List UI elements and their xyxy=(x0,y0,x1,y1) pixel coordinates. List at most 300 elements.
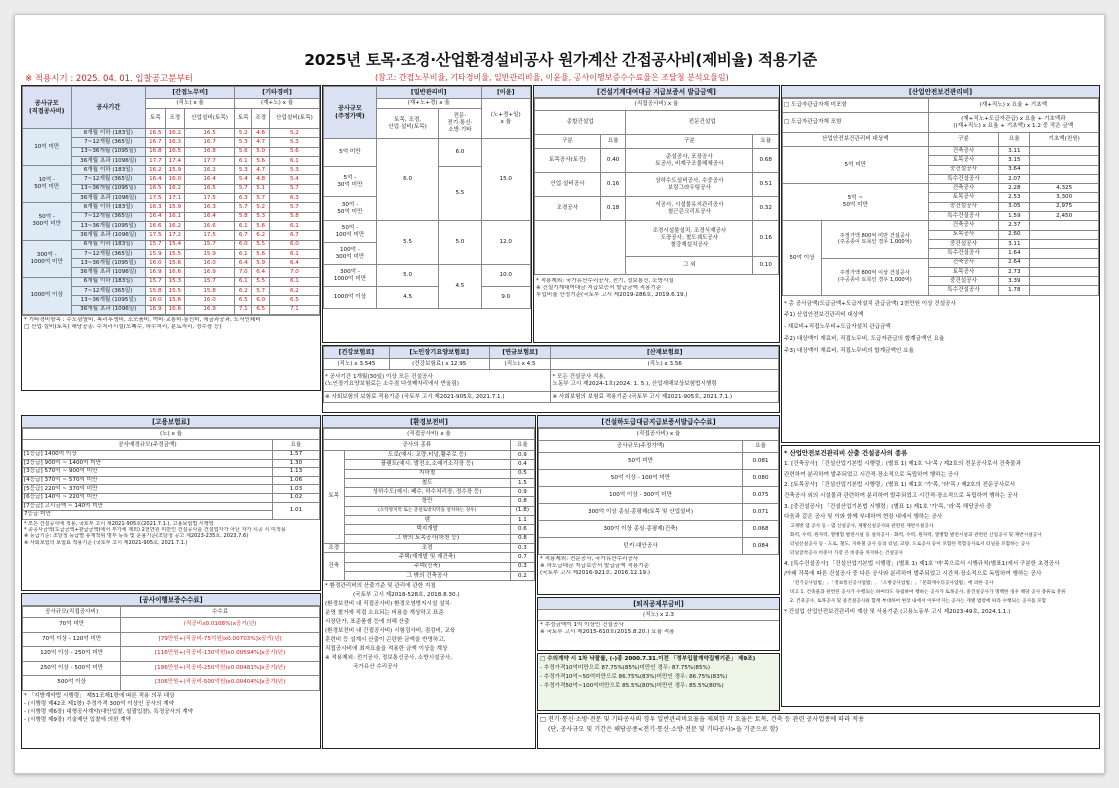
gm-col-2: 전문· 전기·통신· 소방·기타 xyxy=(439,109,481,139)
rate-cell: 6.5 xyxy=(235,296,252,305)
env-group: 조경 xyxy=(324,543,345,552)
pension-formula: (직노) x 4.5 xyxy=(489,359,551,370)
rate-cell: 16.2 xyxy=(165,129,184,138)
rate-cell: 5.8 xyxy=(235,212,252,221)
sub-th: 공사규모(주정가액) xyxy=(539,441,743,453)
kinds-line: 터널굴착공사 비중이 가장 큰 비중을 차지하는 건설공사 xyxy=(790,550,904,556)
safety-base xyxy=(1030,239,1099,248)
ret-header: [퇴직공제부금비] xyxy=(538,598,779,610)
table-row xyxy=(23,676,320,691)
gm-rate-2: 6.0 xyxy=(439,139,481,167)
table-row xyxy=(23,468,320,477)
safety-base xyxy=(1030,147,1099,156)
rate-cell: 5.6 xyxy=(235,147,252,156)
table-row xyxy=(23,440,320,451)
rate-cell: 5.7 xyxy=(252,287,269,296)
env-header: [환경보전비] xyxy=(323,416,535,428)
bond-header: [공사이행보증수수료] xyxy=(22,594,320,606)
kinds-line: /아래 각목에 따른 건설공사 중 다른 공사와 분리하여 발주되었고 시간적·장소적으로 독립하여 행하는 공사 xyxy=(784,571,1042,578)
scale-cell: 300억 - 1000억 미만 xyxy=(23,240,72,277)
gm-rate: 5.5 xyxy=(376,221,438,265)
rate-cell: 16.0 xyxy=(185,296,235,305)
gm-col-1: 토목, 조경, 산업·설비(토목) xyxy=(376,109,438,139)
sub-scale: 300억 이상 종심·종평제(토목 및 산업설비) xyxy=(539,504,743,521)
emp-rate: 1.57 xyxy=(272,451,319,460)
sub-note: (국토부 고시 제2016-921호, 2016.12.19.) xyxy=(540,569,651,576)
rate-cell: 5.3 xyxy=(235,166,252,175)
cm-empty xyxy=(535,221,626,275)
gm-scale-cell: 50억 - 100억 미만 xyxy=(324,221,377,243)
profit-header: [이윤] xyxy=(481,87,530,99)
scale-cell: 10억 미만 xyxy=(23,129,72,166)
rate-cell: 17.5 xyxy=(146,194,165,203)
rate-cell: 5.7 xyxy=(269,203,319,212)
footnote-other-expense: * 기타경비항목 : 수도광열비, 복리후생비, 소모품비, 여비·교통비·통신비, 세금과공과, 도서인쇄비 xyxy=(24,316,261,323)
safety-subgroup: 주정가액 800억 이상 건설공사 (주공종이 토목인 경우 1,000억) xyxy=(821,258,928,295)
rate-cell: 16.5 xyxy=(185,129,235,138)
bond-th: 수수료 xyxy=(121,607,320,618)
employment-notes xyxy=(22,520,320,547)
safety-note: 주1) 산업안전보건관리비 대상액 xyxy=(784,312,864,319)
rate-cell: 7.0 xyxy=(235,268,252,277)
other-formula: (재+노) x 율 xyxy=(235,99,320,109)
rate-cell: 5.1 xyxy=(252,184,269,193)
env-kind: 조경 xyxy=(344,543,510,552)
env-rate: 0.6 xyxy=(510,525,534,534)
emp-grade: [7등급] 고시금액 ~ 140억 미만 xyxy=(23,502,273,511)
safety-kind: 토목공사 xyxy=(928,156,999,165)
table-row xyxy=(23,87,320,99)
table-row xyxy=(783,221,1099,230)
bond-notes xyxy=(22,691,320,725)
gm-rate: 6.0 xyxy=(376,139,438,221)
gm-scale-cell: 300억 - 1000억 미만 xyxy=(324,265,377,287)
machinery-note-3: 투입비율 산정기준(국토부 고시 제2019-286호, 2019.6.19.) xyxy=(536,291,688,298)
table-row xyxy=(23,632,320,647)
rate-cell: 5.6 xyxy=(252,221,269,230)
rate-cell: 16.9 xyxy=(146,305,165,314)
sub-grid xyxy=(538,428,779,555)
table-row xyxy=(324,488,535,497)
rate-cell: 5.3 xyxy=(269,138,319,147)
rate-cell: 16.0 xyxy=(165,175,184,184)
rate-cell: 16.0 xyxy=(146,259,165,268)
env-th: 공사의 종류 xyxy=(324,440,511,451)
rate-cell: 16.5 xyxy=(165,147,184,156)
cm-right-rate: 0.16 xyxy=(753,221,779,257)
safety-kind: 특수건설공사 xyxy=(928,286,999,295)
rate-cell: 15.9 xyxy=(146,249,165,258)
safety-group: 5억 미만 xyxy=(783,147,929,184)
emp-th: 공사예정규모(주정금액) xyxy=(23,440,273,451)
ret-note: ※ 국토부 고시 제2015-610호(2015.8.20.) 요율 적용 xyxy=(540,628,675,635)
safety-subgroup: 주정가액 800억 미만 건설공사 (주공종이 토목인 경우 1,000억) xyxy=(821,221,928,258)
sub-rate: 0.068 xyxy=(743,521,779,538)
table-row xyxy=(324,562,535,571)
rate-cell: 4.8 xyxy=(252,175,269,184)
safety-base xyxy=(1030,267,1099,276)
gm-rate-2: 5.5 xyxy=(439,167,481,221)
rate-cell: 16.6 xyxy=(165,268,184,277)
rate-cell: 7.1 xyxy=(269,305,319,314)
table-row xyxy=(324,497,535,506)
insurance-grid xyxy=(323,346,779,403)
document-page xyxy=(14,14,1105,774)
rate-cell: 16.6 xyxy=(185,221,235,230)
table-row xyxy=(324,571,535,580)
scale-cell: 1000억 이상 xyxy=(23,277,72,314)
bond-note: - (시행령 제9장) 기술제안 입찰에 의한 계약 xyxy=(24,716,132,723)
table-row xyxy=(324,221,531,243)
sub-header: [건설하도급대금지급보증서발급수수료] xyxy=(538,416,779,428)
kinds-line: 화력, 수력, 원자력, 열병합 발전시설 등 설치공사 - 화력, 수력, 원자력, 열병합 발전시설과 관련된 산업공사 및 제반시설공사 xyxy=(790,532,1042,538)
env-rate: 0.3 xyxy=(510,543,534,552)
env-note: 직접공사비에 최저요율을 적용한 금액 이상을 계상 xyxy=(325,645,448,652)
bond-scale: 120억 이상 - 250억 미만 xyxy=(23,647,121,662)
kinds-line: 「전기공사업법」, 「정보통신공사업법」, 「소방공사업법」, 「문화재수리공사업법」에 의한 공사 xyxy=(790,580,994,586)
bond-fee: (직공비x0.0108%)x공기(년) xyxy=(121,618,320,633)
rate-cell: 5.4 xyxy=(235,175,252,184)
ins-note-1: * 공사기간 1개월(30일) 이상 모든 건설공사 xyxy=(325,373,433,380)
emp-grade: [5등급] 220억 ~ 370억 미만 xyxy=(23,485,273,494)
employment-ins-table xyxy=(21,415,321,591)
rate-cell: 6.2 xyxy=(252,231,269,240)
safety-kind: 토목공사 xyxy=(928,230,999,239)
table-row xyxy=(783,113,1099,133)
rate-cell: 15.8 xyxy=(146,287,165,296)
sub-header: 토목 xyxy=(235,109,252,129)
table-row xyxy=(535,111,779,135)
emp-formula: (노) x 율 xyxy=(23,429,320,440)
table-row xyxy=(324,506,535,515)
gm-scale-cell: 5억 미만 xyxy=(324,139,377,167)
bond-fee: [186만원+(직공비-250억원)x0.00481%]x공기(년) xyxy=(121,661,320,676)
cm-right-rate: 0.51 xyxy=(753,173,779,197)
rate-cell: 5.3 xyxy=(269,166,319,175)
rate-cell: 16.6 xyxy=(165,305,184,314)
period-cell: 13~36개월 (1095일) xyxy=(71,296,146,305)
env-kind: 도로(예시: 교량,터널,활주로 등) xyxy=(344,451,510,460)
safety-header: [산업안전보건관리비] xyxy=(782,86,1099,98)
sub-rate: 0.080 xyxy=(743,470,779,487)
safety-rate: 3.05 xyxy=(999,202,1030,211)
emp-rate: 1.03 xyxy=(272,485,319,494)
rate-cell: 5.2 xyxy=(235,129,252,138)
rate-cell: 16.3 xyxy=(146,203,165,212)
table-row xyxy=(539,453,779,470)
kinds-line: 2. 건축공사, 토목공사 및 중건설공사와 함께 부대하여 현장 내에서 이루어지는 공사는 개별 법령에 따라 수행되는 공사를 포함 xyxy=(790,598,1047,604)
cm-right-rate: 0.10 xyxy=(753,257,779,275)
rate-cell: 6.1 xyxy=(235,156,252,165)
gm-formula: (재+노+경) x 율 xyxy=(376,99,481,109)
table-row xyxy=(783,147,1099,156)
cm-left-kind: 토목공사(토건) xyxy=(535,149,601,173)
safety-rate: 1.64 xyxy=(999,249,1030,258)
period-cell: 13~36개월 (1095일) xyxy=(71,259,146,268)
rate-cell: 15.3 xyxy=(165,277,184,286)
page-title: 2025년 토목·조경·산업환경설비공사 원가계산 간접공사비(제비율) 적용기준 xyxy=(304,51,817,69)
rate-cell: 6.2 xyxy=(269,287,319,296)
safety-rate: 3.64 xyxy=(999,165,1030,174)
rate-cell: 5.2 xyxy=(252,203,269,212)
effective-date: ※ 적용시기 : 2025. 04. 01. 입찰공고분부터 xyxy=(25,74,193,84)
env-group: 건축 xyxy=(324,553,345,581)
kinds-line: 3. [중건설공사] 「건설산업기본법 시행령」(별표 1) 제1호 '가'목, '라'목 해당공사 중 xyxy=(784,503,992,510)
safety-kind: 특수건설공사 xyxy=(928,249,999,258)
rate-cell: 15.9 xyxy=(165,203,184,212)
safety-kind: 중건설공사 xyxy=(928,277,999,286)
bond-fee: [116만원+(직공비-130억원)x0.00594%]x공기(년) xyxy=(121,647,320,662)
bottom-note-2: (단, 공사규모 및 기간은 해당공종<전기·통신·소방·전문 및 기타공사>을 기준으로 함) xyxy=(548,725,779,733)
env-notes xyxy=(323,581,535,672)
kinds-line: 1. [건축공사] 「건설산업기본법 시행령」(별표 1) 제1호 '나'목 / 제2호의 전문공사로서 건축물과 xyxy=(784,461,1021,468)
table-row xyxy=(539,470,779,487)
safety-th: 구분 xyxy=(928,133,999,147)
table-row xyxy=(535,197,779,221)
safety-option-1: □ 도급자관급자재 미포함 xyxy=(783,99,929,113)
rate-cell: 15.5 xyxy=(165,287,184,296)
rate-cell: 6.2 xyxy=(235,287,252,296)
rate-cell: 17.7 xyxy=(146,156,165,165)
rate-cell: 16.5 xyxy=(185,184,235,193)
rate-cell: 17.5 xyxy=(185,194,235,203)
table-row xyxy=(23,240,320,249)
env-note: * 환경관리비의 산출기준 및 관리에 관한 지침 xyxy=(325,583,436,590)
env-rate: 0.7 xyxy=(510,553,534,562)
table-row xyxy=(535,135,779,149)
safety-note: 주3) 대상액이 재료비, 직접노무비의 합계금액인 요율 xyxy=(784,347,914,354)
safety-option-2: □ 도급자관급자재 포함 xyxy=(783,113,929,133)
bond-scale: 70억 이상 - 120억 미만 xyxy=(23,632,121,647)
rate-cell: 6.1 xyxy=(235,277,252,286)
ret-formula: (직노) x 2.3 xyxy=(538,610,779,621)
safety-note: * 총 공사금액(도급금액+도급자설치 관급금액) 2천만원 이상 건설공사 xyxy=(784,300,956,307)
table-row xyxy=(23,493,320,502)
sub-th: 요율 xyxy=(743,441,779,453)
rate-cell: 16.9 xyxy=(146,268,165,277)
kinds-line: 비고 1. 건축물과 관련된 공사가 수행되는 하여라도 독립하여 행하는 공사가 토목공사, 중건설공사가 명백한 경우 해당 공사 종류로 분류 xyxy=(790,589,1066,595)
rate-cell: 5.9 xyxy=(252,259,269,268)
sub-scale: 300억 이상 종심·종평제(건축) xyxy=(539,521,743,538)
env-grid xyxy=(323,428,535,581)
sub-rate: 0.071 xyxy=(743,504,779,521)
indirect-labor-grid xyxy=(22,86,320,315)
emp-grade: [3등급] 570억 ~ 900억 미만 xyxy=(23,468,273,477)
safety-base xyxy=(1030,286,1099,295)
cm-left-rate: 0.18 xyxy=(600,197,626,221)
period-cell: 7~12개월 (365일) xyxy=(71,175,146,184)
table-row xyxy=(539,521,779,538)
table-row xyxy=(539,538,779,555)
table-row xyxy=(324,429,535,440)
table-row xyxy=(23,277,320,286)
bid-ratio-row: - 추정가격50억~100억미만으로 85.5%(80%)미만인 경우: 85.5%(80%) xyxy=(540,682,724,689)
table-row xyxy=(23,485,320,494)
safety-kind: 건축공사 xyxy=(928,184,999,193)
ins-source-1: ※ 사회보험의 보험료 적용기준 (국토부 고시 제2021-905호, 2021.7.1.) xyxy=(324,392,551,403)
table-row xyxy=(23,166,320,175)
emp-rate: 1.01 xyxy=(272,502,319,519)
indirect-labor-table xyxy=(21,85,321,391)
bid-ratio-rows xyxy=(540,664,777,691)
sub-note: * 적용제외: 전문공사, 국가유산수리공사 xyxy=(540,556,639,562)
gm-rate: 5.0 xyxy=(376,265,438,287)
period-cell: 6개월 이하 (183일) xyxy=(71,203,146,212)
env-rate: 0.8 xyxy=(510,497,534,506)
rate-cell: 5.7 xyxy=(235,203,252,212)
table-row xyxy=(783,258,1099,267)
emp-rate: 1.13 xyxy=(272,468,319,477)
safety-kind: 중건설공사 xyxy=(928,239,999,248)
insurance-table xyxy=(322,345,780,413)
bottom-note-1: □ 전기·통신·소방·전문 및 기타공사의 경우 일반관리비요율을 제외한 각 요율은 토목, 건축 등 관련 공사업종에 따라 적용 xyxy=(540,716,865,723)
rate-cell: 6.3 xyxy=(269,194,319,203)
cm-right-rate: 0.32 xyxy=(753,197,779,221)
employment-header: [고용보험료] xyxy=(22,416,320,428)
ret-notes xyxy=(538,621,779,637)
rate-cell: 6.7 xyxy=(269,231,319,240)
emp-grade: [6등급] 140억 ~ 220억 미만 xyxy=(23,493,273,502)
safety-notes xyxy=(782,298,1099,359)
kinds-header: * 산업안전보건관리비 산출 건설공사의 종류 xyxy=(784,449,908,457)
safety-base xyxy=(1030,258,1099,267)
accident-ins-formula: (직노) x 3.56 xyxy=(551,359,779,370)
rate-cell: 7.1 xyxy=(235,305,252,314)
table-row xyxy=(783,184,1099,193)
profit-rate: 15.0 xyxy=(481,139,530,221)
sub-note: ※ 하도급대금 지급보증서 발급금액 적용기준 xyxy=(540,562,650,569)
env-kind: 그 밖의 토목공사(하천 등) xyxy=(344,534,510,543)
rate-cell: 16.4 xyxy=(146,175,165,184)
rate-cell: 15.7 xyxy=(185,240,235,249)
rate-cell: 5.0 xyxy=(252,147,269,156)
env-rate: 1.5 xyxy=(510,478,534,487)
rate-cell: 5.5 xyxy=(252,240,269,249)
safety-rate: 1.78 xyxy=(999,286,1030,295)
environment-table xyxy=(322,415,536,749)
rate-cell: 16.7 xyxy=(146,138,165,147)
rate-cell: 5.7 xyxy=(269,184,319,193)
other-header: [기타경비] xyxy=(235,87,320,99)
bond-note: - (시행령 제42조 제1항) 추정가격 300억 이상인 공사의 계약 xyxy=(24,700,175,707)
rate-cell: 17.1 xyxy=(165,194,184,203)
rate-cell: 16.9 xyxy=(185,268,235,277)
indirect-header: [간접노무비] xyxy=(146,87,235,99)
rate-cell: 16.0 xyxy=(185,259,235,268)
scale-cell: 10억 - 50억 미만 xyxy=(23,166,72,203)
rate-cell: 5.3 xyxy=(252,212,269,221)
rate-cell: 16.2 xyxy=(146,166,165,175)
rate-cell: 15.4 xyxy=(165,240,184,249)
table-row xyxy=(324,543,535,552)
env-kind: 철도 xyxy=(344,478,510,487)
bond-th: 공사규모(직접공사비) xyxy=(23,607,121,618)
cm-right-rate: 0.68 xyxy=(753,149,779,173)
employment-grid xyxy=(22,428,320,520)
safety-rate: 3.11 xyxy=(999,239,1030,248)
period-cell: 13~36개월 (1095일) xyxy=(71,147,146,156)
kinds-line: 터널신설공사 등 - 도로, 철도, 지하철 공사 등의 터널, 교량, 도로공사 등이 포함된 복합공사로서 터널을 포함하는 공사 xyxy=(790,541,1030,547)
cm-left-kind: 조경공사 xyxy=(535,197,601,221)
rate-cell: 16.3 xyxy=(185,203,235,212)
table-row xyxy=(324,460,535,469)
env-kind: 댐 xyxy=(344,516,510,525)
period-cell: 13~36개월 (1095일) xyxy=(71,221,146,230)
table-row xyxy=(324,287,531,309)
bond-scale: 250억 이상 - 500억 미만 xyxy=(23,661,121,676)
profit-formula: (노+경+일) x 율 xyxy=(481,99,530,139)
sub-notes xyxy=(538,555,779,578)
ltc-ins-formula: (건강보험료) x 12.95 xyxy=(389,359,489,370)
safety-kind: 건축공사 xyxy=(928,221,999,230)
ins-note-1b: (노인장기요양보험료는 소수점 다섯째자리에서 반올림) xyxy=(325,380,459,387)
safety-formula-2 xyxy=(928,113,1098,133)
cm-right-kind: 준설공사, 포장공사 토공사, 비계구조물해체공사 xyxy=(626,149,753,173)
safety-rate: 3.39 xyxy=(999,277,1030,286)
table-row xyxy=(535,99,779,111)
rate-cell: 16.7 xyxy=(185,138,235,147)
emp-grade: [4등급] 370억 ~ 570억 미만 xyxy=(23,476,273,485)
safety-note: - 재료비+직접노무비+도급자설치 관급금액 xyxy=(784,324,891,331)
rate-cell: 16.5 xyxy=(146,129,165,138)
safety-rate: 3.15 xyxy=(999,156,1030,165)
table-row xyxy=(23,502,320,511)
rate-cell: 15.9 xyxy=(185,249,235,258)
safety-rate: 2.53 xyxy=(999,193,1030,202)
table-row xyxy=(539,504,779,521)
rate-cell: 6.1 xyxy=(235,249,252,258)
safety-kinds-box xyxy=(781,445,1100,707)
env-kind: 항만 xyxy=(344,497,510,506)
rate-cell: 16.8 xyxy=(146,147,165,156)
rate-cell: 5.3 xyxy=(235,138,252,147)
safety-th: 요율 xyxy=(999,133,1030,147)
table-row xyxy=(23,451,320,460)
rate-cell: 16.4 xyxy=(185,212,235,221)
machinery-bond-table xyxy=(533,85,780,343)
env-note: 국가유산 수리공사 xyxy=(353,663,399,670)
ltc-ins-header: [노인장기요양보험료] xyxy=(389,347,489,359)
env-rate: 1.1 xyxy=(510,516,534,525)
table-row xyxy=(23,129,320,138)
env-note: (환경보전비 내 직접공사비) 환경오염방지시설 설치· xyxy=(325,601,452,608)
period-cell: 6개월 이하 (183일) xyxy=(71,277,146,286)
cm-right-kind: 석공사, 시설물유지관리공사 철근콘크리트공사 xyxy=(626,197,753,221)
emp-grade: [1등급] 1400억 이상 xyxy=(23,451,273,460)
sub-scale: 턴키·대안공사 xyxy=(539,538,743,555)
safety-formula-2b: ((재+직노) x 요율 + 기초액) x 1.2 중 작은 금액 xyxy=(953,122,1074,129)
rate-cell: 15.6 xyxy=(165,296,184,305)
bond-note: * 「지방계약법 시행령」 제51조제1항에 따른 적용 의무 대상 xyxy=(24,692,175,699)
cm-col-1: 종합건설업 xyxy=(535,111,626,135)
bid-ratio-row: - 추정가격10억미만으로 87.75%(85%)미만인 경우: 87.75%(85%) xyxy=(540,664,711,671)
sub-scale: 50억 미만 xyxy=(539,453,743,470)
env-rate: 0.3 xyxy=(510,562,534,571)
env-kind: 상하수도(예시: 폐수, 하수처리장, 정수장 등) xyxy=(344,488,510,497)
rate-cell: 6.1 xyxy=(269,249,319,258)
safety-kind: 건축공사 xyxy=(928,147,999,156)
cm-col-2: 전문건설업 xyxy=(626,111,779,135)
rate-cell: 6.1 xyxy=(269,156,319,165)
period-cell: 13~36개월 (1095일) xyxy=(71,184,146,193)
rate-cell: 16.3 xyxy=(165,138,184,147)
table-row xyxy=(324,440,535,451)
bond-fee: [79만원+(직공비-75억원)x0.00703%]x공기(년) xyxy=(121,632,320,647)
gm-rate: 4.5 xyxy=(376,287,438,309)
indirect-formula: (직노) x 율 xyxy=(146,99,235,109)
general-management-grid xyxy=(323,86,531,309)
emp-grade: 7등급 미만 xyxy=(23,511,273,520)
